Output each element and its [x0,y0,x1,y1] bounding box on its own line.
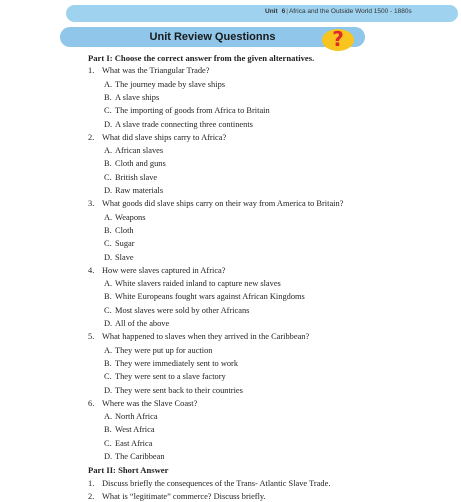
option-letter: D. [104,385,113,395]
option-text: African slaves [115,146,164,156]
short-answer-question [88,479,330,489]
option-letter: A. [104,412,113,422]
option-letter: B. [104,292,112,302]
question-item [88,266,225,276]
option-letter: D. [104,186,113,195]
answer-option [104,146,163,156]
question-text: Discuss briefly the consequences of the Trans- Atlantic Slave Trade. [102,478,331,488]
option-letter: D. [104,452,113,461]
option-letter: C. [104,438,112,448]
question-number: 2. [88,132,95,142]
option-letter: A. [104,79,113,89]
answer-option [104,319,169,329]
option-letter: A. [104,345,113,355]
option-letter: C. [104,372,112,382]
unit-label: Unit [265,8,278,15]
option-text: A slave ships [115,92,160,102]
option-letter: C. [104,239,112,249]
answer-option [104,93,159,103]
option-text: The importing of goods from Africa to Britain [115,106,270,116]
option-letter: D. [104,119,113,129]
question-item [88,199,343,209]
short-answer-question [88,492,266,502]
option-text: White Europeans fought wars against African Kingdoms [115,292,305,302]
question-text: What goods did slave ships carry on their way from America to Britain? [102,199,344,209]
question-item [88,66,209,76]
answer-option [104,279,281,289]
header-separator: | [286,8,288,15]
answer-option [104,213,146,223]
question-number: 4. [88,265,95,275]
question-item [88,399,197,409]
option-text: North Africa [115,412,158,422]
option-text: They were immediately sent to work [115,358,239,368]
option-letter: B. [104,159,112,169]
question-number: 5. [88,332,95,342]
option-text: Sugar [115,239,135,249]
option-text: The journey made by slave ships [115,79,226,89]
answer-option [104,226,134,236]
section-heading: Part I: Choose the correct answer from the given alternatives. [88,53,315,63]
section-heading: Part II: Short Answer [88,465,169,476]
option-text: Weapons [115,212,146,222]
question-mark-icon: ? [332,27,344,51]
option-letter: C. [104,106,112,116]
question-text: What did slave ships carry to Africa? [102,132,227,142]
option-text: They were sent to a slave factory [115,372,226,382]
answer-option [104,292,305,302]
option-text: British slave [115,172,158,182]
answer-option [104,359,238,369]
option-text: East Africa [115,438,153,448]
option-letter: B. [104,425,112,435]
option-letter: B. [104,92,112,102]
option-text: Cloth and guns [115,159,166,169]
answer-option [104,239,135,249]
question-text: How were slaves captured in Africa? [102,265,226,275]
option-text: They were sent back to their countries [115,385,243,395]
answer-option [104,159,166,169]
option-text: Raw materials [115,186,164,195]
question-text: What happened to slaves when they arrived in the Caribbean? [102,332,310,342]
answer-option [104,346,212,356]
option-letter: B. [104,358,112,368]
option-letter: C. [104,305,112,315]
question-item [88,332,309,342]
unit-number: 6 [281,8,286,15]
option-text: Most slaves were sold by other Africans [115,305,250,315]
option-letter: C. [104,172,112,182]
option-letter: A. [104,279,113,289]
question-text: What was the Triangular Trade? [102,66,210,76]
question-number: 1. [88,66,95,76]
option-letter: D. [104,319,113,328]
question-number: 6. [88,398,95,408]
option-text: West Africa [115,425,155,435]
option-letter: D. [104,252,113,262]
option-text: Cloth [115,225,134,235]
answer-option [104,452,165,462]
answer-option [104,120,253,130]
answer-option [104,439,152,449]
option-letter: A. [104,146,113,156]
question-number: 1. [88,478,95,488]
option-text: All of the above [115,319,170,328]
option-text: A slave trade connecting three continents [115,119,253,129]
question-text: What is “legitimate” commerce? Discuss briefly. [102,491,266,501]
option-letter: A. [104,212,113,222]
question-number: 3. [88,199,95,209]
question-number: 2. [88,491,95,501]
answer-option [104,425,155,435]
question-text: Where was the Slave Coast? [102,398,198,408]
answer-option [104,372,226,382]
answer-option [104,412,158,422]
option-text: The Caribbean [115,452,165,461]
option-letter: B. [104,225,112,235]
unit-subtitle: Africa and the Outside World 1500 - 1880s [288,8,412,15]
answer-option [104,173,157,183]
answer-option [104,386,243,396]
answer-option [104,186,163,196]
page-title: Unit Review Questionns [149,31,276,43]
answer-option [104,106,270,116]
option-text: White slavers raided inland to capture new slaves [115,279,281,289]
answer-option [104,80,225,90]
option-text: They were put up for auction [115,345,213,355]
option-text: Slave [115,252,134,262]
question-item [88,133,226,143]
answer-option [104,253,134,263]
answer-option [104,306,249,316]
